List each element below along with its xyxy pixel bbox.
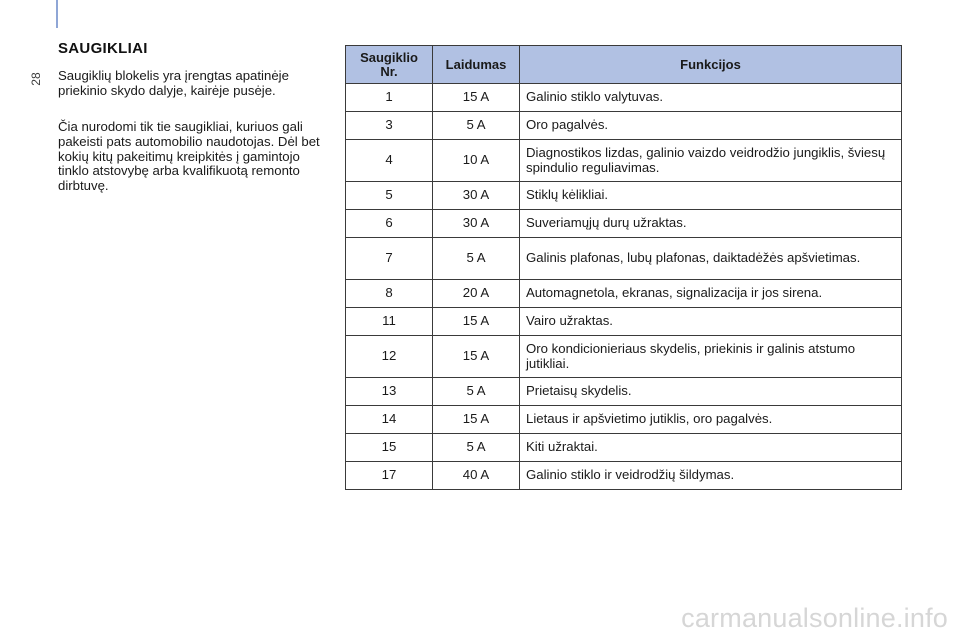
fuse-rating: 15 A	[433, 308, 520, 336]
table-row	[346, 462, 902, 490]
table-row	[346, 140, 902, 182]
fuse-rating: 5 A	[433, 378, 520, 406]
fuse-number: 7	[346, 238, 433, 280]
fuse-number: 1	[346, 84, 433, 112]
page-number: 28	[29, 72, 43, 86]
table-header-row	[346, 46, 902, 84]
fuse-function: Prietaisų skydelis.	[520, 378, 902, 406]
fuse-function: Stiklų kėlikliai.	[520, 182, 902, 210]
table-row	[346, 434, 902, 462]
fuse-number: 8	[346, 280, 433, 308]
fuse-number: 12	[346, 336, 433, 378]
fuse-number: 11	[346, 308, 433, 336]
header-functions: Funkcijos	[520, 46, 902, 84]
table-row	[346, 336, 902, 378]
table-row	[346, 406, 902, 434]
section-title: SAUGIKLIAI	[58, 40, 148, 57]
table-row	[346, 308, 902, 336]
fuse-function: Oro pagalvės.	[520, 112, 902, 140]
fuse-table	[345, 45, 902, 490]
fuse-function: Automagnetola, ekranas, signalizacija ir jos sirena.	[520, 280, 902, 308]
fuse-function: Galinis plafonas, lubų plafonas, daiktadėžės apšvietimas.	[520, 238, 902, 280]
header-rating: Laidumas	[433, 46, 520, 84]
fuse-number: 4	[346, 140, 433, 182]
fuse-number: 17	[346, 462, 433, 490]
intro-paragraph: Saugiklių blokelis yra įrengtas apatinėje priekinio skydo dalyje, kairėje pusėje.	[58, 68, 289, 98]
fuse-rating: 15 A	[433, 336, 520, 378]
fuse-number: 13	[346, 378, 433, 406]
fuse-function: Oro kondicionieriaus skydelis, priekinis ir galinis atstumo jutikliai.	[520, 336, 902, 378]
note-paragraph: Čia nurodomi tik tie saugikliai, kuriuos gali pakeisti pats automobilio naudotojas. Dėl bet kokių kitų pakeitimų kreipkitės į gamintojo tinklo atstovybę arba kvalifikuotą remonto dirbtuvę.	[58, 119, 320, 194]
table-row	[346, 84, 902, 112]
fuse-function: Kiti užraktai.	[520, 434, 902, 462]
fuse-rating: 5 A	[433, 434, 520, 462]
fuse-function: Lietaus ir apšvietimo jutiklis, oro pagalvės.	[520, 406, 902, 434]
fuse-rating: 5 A	[433, 112, 520, 140]
header-fuse-number: Saugiklio Nr.	[346, 46, 433, 84]
fuse-function: Galinio stiklo ir veidrodžių šildymas.	[520, 462, 902, 490]
fuse-rating: 40 A	[433, 462, 520, 490]
fuse-number: 6	[346, 210, 433, 238]
fuse-rating: 5 A	[433, 238, 520, 280]
table-row	[346, 182, 902, 210]
fuse-number: 14	[346, 406, 433, 434]
fuse-rating: 20 A	[433, 280, 520, 308]
table-row	[346, 280, 902, 308]
fuse-number: 15	[346, 434, 433, 462]
fuse-rating: 30 A	[433, 182, 520, 210]
margin-rule	[56, 0, 58, 28]
table-row	[346, 112, 902, 140]
fuse-function: Vairo užraktas.	[520, 308, 902, 336]
table-row	[346, 210, 902, 238]
fuse-rating: 15 A	[433, 84, 520, 112]
fuse-number: 5	[346, 182, 433, 210]
fuse-rating: 30 A	[433, 210, 520, 238]
fuse-number: 3	[346, 112, 433, 140]
watermark: carmanualsonline.info	[681, 603, 948, 633]
table-row	[346, 238, 902, 280]
fuse-function: Diagnostikos lizdas, galinio vaizdo veidrodžio jungiklis, šviesų spindulio reguliavimas.	[520, 140, 902, 182]
fuse-rating: 15 A	[433, 406, 520, 434]
table-row	[346, 378, 902, 406]
fuse-function: Galinio stiklo valytuvas.	[520, 84, 902, 112]
fuse-function: Suveriamųjų durų užraktas.	[520, 210, 902, 238]
fuse-rating: 10 A	[433, 140, 520, 182]
